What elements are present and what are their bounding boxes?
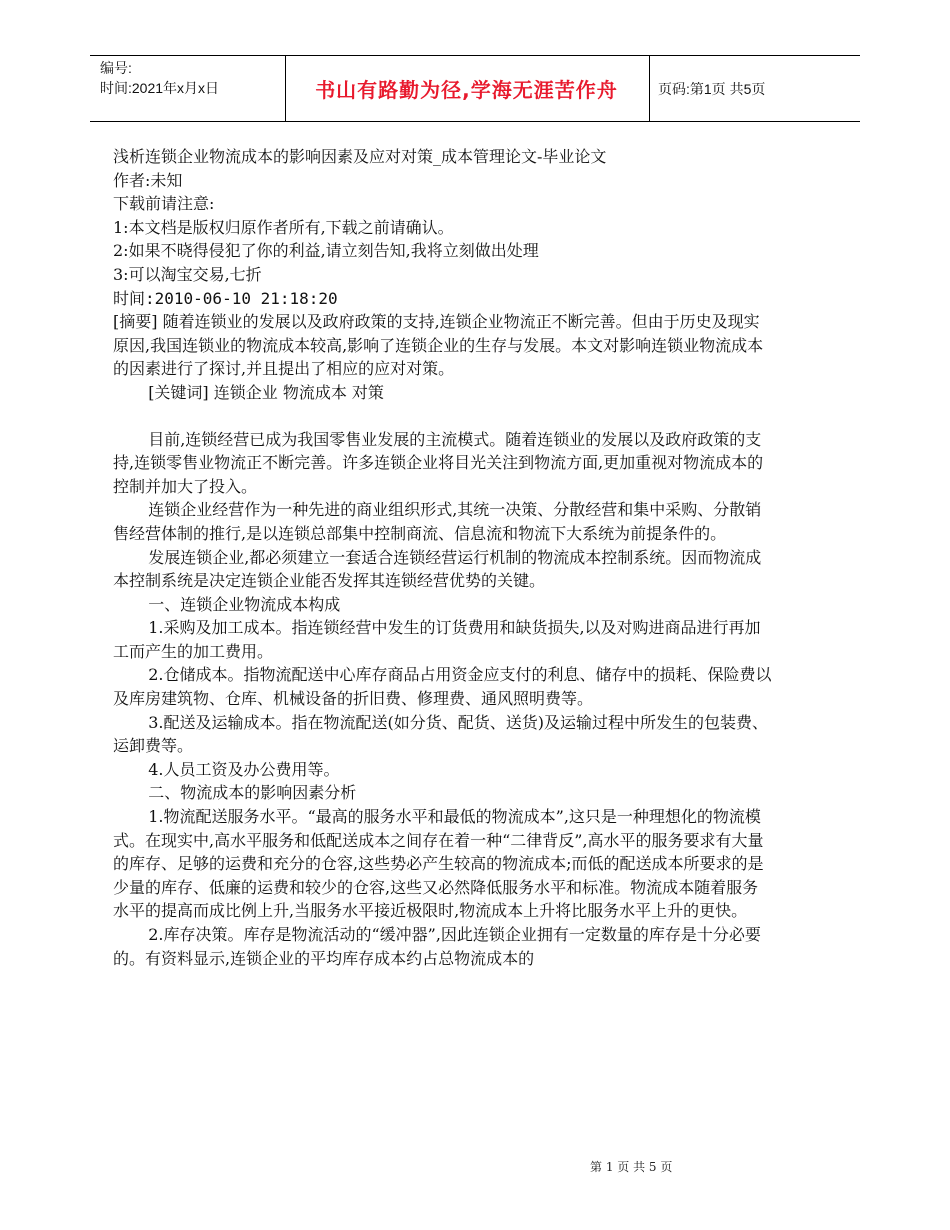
document-title: 浅析连锁企业物流成本的影响因素及应对对策_成本管理论文-毕业论文 bbox=[113, 147, 607, 166]
notice-item-1: 1:本文档是版权归原作者所有,下载之前请确认。 bbox=[113, 217, 454, 237]
header-left-info bbox=[100, 58, 219, 98]
notice-item-3: 3:可以淘宝交易,七折 bbox=[113, 264, 262, 284]
page-footer: 第 1 页 共 5 页 bbox=[590, 1160, 673, 1174]
section-2-item-2: 2.库存决策。库存是物流活动的“缓冲器”,因此连锁企业拥有一定数量的库存是十分必要的。有资料显示,连锁企业的平均库存成本约占总物流成本的 bbox=[113, 925, 761, 968]
section-2-item-1: 1.物流配送服务水平。“最高的服务水平和最低的物流成本”,这只是一种理想化的物流模式。在现实中,高水平服务和低配送成本之间存在着一种“二律背反”,高水平的服务要求有大量的库存、足够的运费和充分的仓容,这些势必产生较高的物流成本;而低的配送成本所要求的是少量的库存、低廉的运费和较少的仓容,这些又必然降低服务水平和标准。物流成本随着服务水平的提高而成比例上升,当服务水平接近极限时,物流成本上升将比服务水平上升的更快。 bbox=[113, 807, 764, 921]
section-1-item-2: 2.仓储成本。指物流配送中心库存商品占用资金应支付的利息、储存中的损耗、保险费以及库房建筑物、仓库、机械设备的折旧费、修理费、通风照明费等。 bbox=[113, 665, 772, 709]
header-bottom-rule bbox=[90, 121, 860, 122]
header-time-label: 时间:2021年x月x日 bbox=[100, 80, 220, 96]
header-page-info: 页码:第1页 共5页 bbox=[658, 81, 766, 97]
spacer bbox=[113, 405, 773, 428]
paragraph-chain-operation: 连锁企业经营作为一种先进的商业组织形式,其统一决策、分散经营和集中采购、分散销售经营体制的推行,是以连锁总部集中控制商流、信息流和物流下大系统为前提条件的。 bbox=[113, 500, 762, 543]
notice-item-2: 2:如果不晓得侵犯了你的利益,请立刻告知,我将立刻做出处理 bbox=[113, 241, 539, 261]
paragraph-intro: 目前,连锁经营已成为我国零售业发展的主流模式。随着连锁业的发展以及政府政策的支持,连锁零售业物流正不断完善。许多连锁企业将目光关注到物流方面,更加重视对物流成本的控制并加大了投入。 bbox=[113, 429, 764, 496]
section-1-item-1: 1.采购及加工成本。指连锁经营中发生的订货费用和缺货损失,以及对购进商品进行再加工而产生的加工费用。 bbox=[113, 618, 761, 661]
header-number-label: 编号: bbox=[100, 60, 132, 76]
section-heading-1: 一、连锁企业物流成本构成 bbox=[148, 594, 341, 614]
document-body bbox=[113, 145, 773, 970]
header-motto: 书山有路勤为径,学海无涯苦作舟 bbox=[315, 77, 618, 102]
document-author: 作者:未知 bbox=[113, 170, 183, 190]
keywords: [关键词] 连锁企业 物流成本 对策 bbox=[148, 382, 384, 402]
section-1-item-3: 3.配送及运输成本。指在物流配送(如分货、配货、送货)及运输过程中所发生的包装费、运卸费等。 bbox=[113, 712, 768, 756]
paragraph-cost-control: 发展连锁企业,都必须建立一套适合连锁经营运行机制的物流成本控制系统。因而物流成本控制系统是决定连锁企业能否发挥其连锁经营优势的关键。 bbox=[113, 547, 762, 591]
notice-heading: 下载前请注意: bbox=[113, 194, 215, 214]
document-time: 时间:2010-06-10 21:18:20 bbox=[113, 288, 338, 308]
section-1-item-4: 4.人员工资及办公费用等。 bbox=[148, 759, 340, 779]
abstract: [摘要] 随着连锁业的发展以及政府政策的支持,连锁企业物流正不断完善。但由于历史及现实原因,我国连锁业的物流成本较高,影响了连锁企业的生存与发展。本文对影响连锁业物流成本的因素进行了探讨,并且提出了相应的应对对策。 bbox=[113, 312, 764, 379]
section-heading-2: 二、物流成本的影响因素分析 bbox=[148, 783, 357, 803]
